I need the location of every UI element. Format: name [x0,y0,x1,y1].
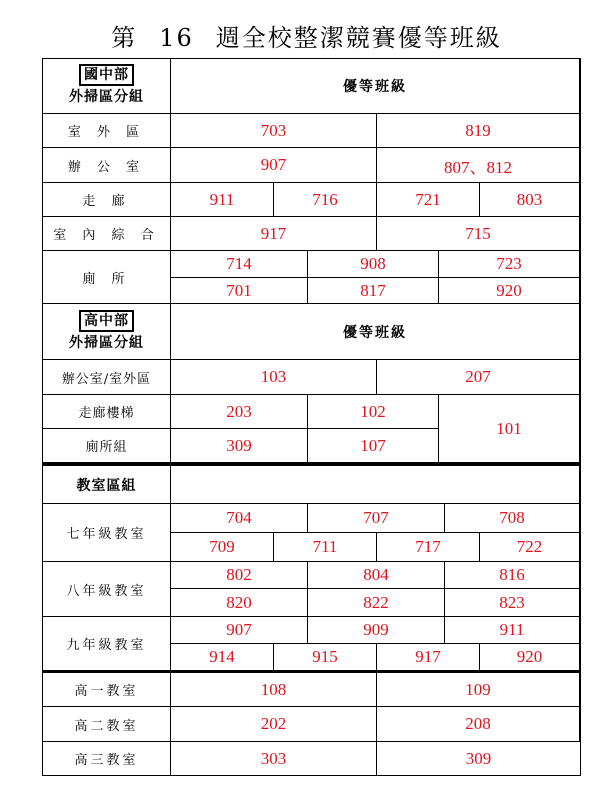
h1-label: 高一教室 [43,673,171,707]
class-cell: 714 [171,251,308,278]
class-cell: 920 [439,278,580,304]
class-cell: 309 [465,748,492,768]
class-cell: 914 [171,644,274,671]
title-suffix: 週全校整潔競賽優等班級 [215,24,502,52]
class-cell: 109 [377,673,580,707]
class-cell: 108 [171,673,377,707]
junior-toilet-label: 廁 所 [43,251,171,304]
h3-label: 高三教室 [43,742,171,775]
class-cell: 819 [377,114,580,148]
class-cell: 722 [480,533,580,562]
class-cell: 723 [439,251,580,278]
week-number: 16 [159,24,194,52]
class-cell: 309 [171,429,308,463]
class-cell: 802 [171,562,308,589]
title-prefix: 第 [111,24,138,52]
class-cell: 103 [171,360,377,395]
class-cell: 708 [445,504,580,533]
class-cell: 711 [274,533,377,562]
class-cell: 703 [171,114,377,148]
junior-section-label [43,59,171,114]
class-cell: 707 [308,504,445,533]
class-cell: 715 [377,217,580,251]
class-cell: 917 [171,217,377,251]
class-cell: 717 [377,533,480,562]
junior-outdoor-label: 室 外 區 [43,114,171,148]
classroom-header-blank [171,466,580,504]
class-cell: 303 [171,742,377,775]
class-cell: 907 [171,617,308,644]
senior-corridor-label: 走廊樓梯 [43,395,171,429]
class-cell: 816 [445,562,580,589]
class-cell: 207 [377,360,580,395]
junior-office-label: 辦 公 室 [43,148,171,183]
junior-group-label: 外掃區分組 [69,89,144,105]
senior-box-label: 高中部 [79,310,134,332]
senior-header: 優等班級 [171,304,580,360]
junior-box-label: 國中部 [79,64,134,86]
senior-group-label: 外掃區分組 [69,334,144,351]
class-cell: 701 [171,278,308,304]
class-cell: 915 [274,644,377,671]
g7-label: 七年級教室 [43,504,171,562]
class-cell: 911 [445,617,580,644]
class-cell: 822 [308,589,445,617]
class-cell: 807、812 [377,148,580,183]
junior-indoor-label: 室 內 綜 合 [43,217,171,251]
class-cell: 102 [308,395,439,429]
class-cell: 208 [377,707,580,742]
class-cell: 804 [308,562,445,589]
class-cell: 920 [480,644,580,671]
class-cell: 917 [377,644,480,671]
class-cell: 907 [171,148,377,183]
class-cell: 823 [445,589,580,617]
class-cell: 820 [171,589,308,617]
g8-label: 八年級教室 [43,562,171,617]
junior-header: 優等班級 [171,59,580,114]
class-cell: 909 [308,617,445,644]
class-cell: 716 [274,183,377,217]
page-title [0,18,613,53]
class-cell: 908 [308,251,439,278]
class-cell: 911 [171,183,274,217]
class-cell: 203 [171,395,308,429]
class-cell: 202 [171,707,377,742]
senior-toilet-label: 廁所組 [43,429,171,463]
classroom-header-label: 教室區組 [43,466,171,504]
award-table [42,58,581,776]
class-cell: 817 [308,278,439,304]
class-cell: 101 [439,395,580,463]
class-cell: 709 [171,533,274,562]
class-cell: 803 [480,183,580,217]
g9-label: 九年級教室 [43,617,171,671]
class-cell: 721 [377,183,480,217]
junior-corridor-label: 走 廊 [43,183,171,217]
class-cell: 107 [308,429,439,463]
h2-label: 高二教室 [43,707,171,742]
senior-section-label [43,304,171,360]
class-cell: 704 [171,504,308,533]
senior-office-label: 辦公室/室外區 [43,360,171,395]
